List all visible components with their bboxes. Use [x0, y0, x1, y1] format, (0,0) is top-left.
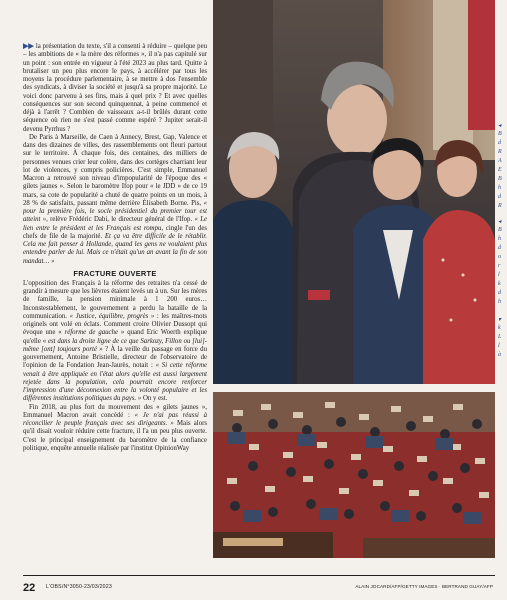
photo-borne-assembly — [213, 0, 495, 384]
edge-glyph: d — [498, 194, 501, 200]
edge-glyph: B — [498, 227, 502, 233]
edge-glyph: R — [498, 149, 502, 155]
edge-glyph: d — [498, 140, 501, 146]
paragraph-2 — [23, 134, 207, 266]
paragraph-3 — [23, 280, 207, 404]
edge-glyph: ◂ — [498, 219, 502, 225]
quote-majority-2: Et ça va être difficile de le rétablir. Cela me fait penser à Hollande, quand les gens ne voulaient plus entendre parler de lui. Mais ce n'était qu'un an avant la fin de son mandat… » — [23, 232, 207, 265]
continuation-marker: ▶▶ — [23, 43, 34, 50]
photo-assembly-illustration — [213, 392, 495, 558]
section-heading: FRACTURE OUVERTE — [73, 268, 157, 278]
paragraph-1-text: la présentation du texte, s'il a consenti à réduire – quelque peu – les ambitions de « la mère des réformes », il n'a pas capitulé sur un point : son entrée en vigueur à l'été 2023 au plus tard. Quitte à brutaliser un peu plus encore le pays, à accélérer par tous les moyens la procédure parlementaire, à se mettre à dos l'ensemble des syndicats, à diviser la société et jusqu'à sa propre majorité. Le voici donc parvenu à ses fins, mais à quel prix ? Et avec quelles conséquences sur son second quinquennat, à peine commencé et déjà à l'arrêt ? Combien de vaisseaux a-t-il brûlés durant cette séquence où rien ne s'est passé comme espéré ? Jupiter serait-il devenu Pyrrhus ? — [23, 43, 207, 133]
paragraph-3-text-b: : les maîtres-mots originels ont volé en éclats. Comment croire Olivier Dussopt qui évoque une « — [23, 312, 207, 337]
paragraph-4-text-b: Mais alors qu'il disait vouloir réduire cette fracture, il l'a un peu plus ouverte. C'est le principal enseignement du baromètre de la confiance politique, enquête annuelle réalisée par l'institut OpinionWay — [23, 420, 207, 452]
edge-glyph: h — [498, 236, 501, 242]
edge-glyph: r — [498, 263, 501, 269]
quote-motto: « Justice, équilibre, progrès » — [69, 312, 155, 320]
edge-glyph: k — [498, 325, 501, 331]
edge-glyph: B — [498, 131, 502, 137]
paragraph-1 — [23, 43, 207, 134]
publication-info: L'OBS/N°3050-23/03/2023 — [46, 584, 112, 590]
edge-glyph: à — [498, 352, 501, 358]
quote-bristielle: « Si cette réforme venait à être appliquée en l'état alors qu'elle est aussi largement rejetée dans la population, cela pourrait encore renforcer l'impression d'une déconnexion entre la volonté populaire et les différentes institutions politiques du pays. » — [23, 362, 207, 403]
edge-glyph: h — [498, 185, 501, 191]
photo-credit: ALAIN JOCARD/AFP/GETTY IMAGES · BERTRAND GUAY/AFP — [355, 584, 493, 589]
edge-glyph: l — [498, 272, 500, 278]
paragraph-3-text-a: L'opposition des Français à la réforme des retraites n'a cessé de grandir à mesure que les lièvres étaient levés un à un. Sur les mères de famille, la pension minimale à 1 200 euros… Inconstestablement, le gouvernement a perdu la bataille de la communication. — [23, 279, 207, 320]
edge-glyph: R — [498, 203, 502, 209]
edge-glyph: ◂ — [498, 123, 502, 129]
edge-glyph: A — [498, 158, 502, 164]
edge-glyph: E — [498, 167, 502, 173]
paragraph-4 — [23, 404, 207, 454]
edge-glyph: h — [498, 299, 501, 305]
photo-national-assembly — [213, 392, 495, 558]
page-number: 22 — [23, 582, 36, 594]
adjacent-column-edge — [497, 0, 507, 565]
paragraph-2-text-b: , relève Frédéric Dabi, le directeur général de l'Ifop. — [46, 216, 195, 224]
paragraph-3-text-d: » ? À la veille du passage en force du gouvernement, Antoine Bristielle, directeur de l'observatoire de l'opinion de la Fondation Jean-Jaurès, notait : — [23, 345, 207, 370]
edge-glyph: k — [498, 281, 501, 287]
edge-glyph: ▾ — [498, 317, 502, 323]
edge-glyph: L — [498, 334, 502, 340]
paragraph-2-text-c: , cingle l'un des chefs de file de la majorité. — [23, 224, 207, 240]
quote-dussopt: réforme de gauche — [64, 329, 118, 337]
edge-glyph: B — [498, 176, 502, 182]
quote-dabi: « pour la première fois, le socle présidentiel du premier tour est atteint » — [23, 199, 207, 224]
quote-macron: « Je n'ai pas réussi à réconcilier le peuple français avec ses dirigeants. » — [23, 411, 207, 427]
paragraph-3-text-e: On y est. — [141, 395, 168, 403]
photo-borne-illustration — [213, 0, 495, 384]
quote-woerth: est dans la droite ligne de ce que Sarkozy, Fillon ou [lui]-même [ont] toujours porté — [23, 337, 207, 353]
quote-majority-1: « Le lien entre le président et les Français est rompu — [23, 216, 207, 232]
page-footer — [0, 575, 507, 600]
edge-glyph: l — [498, 343, 500, 349]
paragraph-3-text-c: » quand Eric Woerth explique qu'elle « — [23, 329, 207, 345]
article-column — [23, 43, 207, 563]
paragraph-2-text-a: De Paris à Marseille, de Caen à Annecy, Brest, Gap, Valence et dans des dizaines de villes, des rassemblements ont fleuri partout sur le territoire. À chaque fois, des centaines, des milliers de personnes venues crier leur colère, dans des cortèges charriant leur lot de violences, y compris policières. C'est simple, Emmanuel Macron a retrouvé son niveau d'impopularité de l'époque des « gilets jaunes ». Selon le baromètre Ifop pour « le JDD » de ce 19 mars, sa cote de popularité a chuté de quatre points en un mois, à 28 % de satisfaits, passant même derrière Élisabeth Borne. Pis, — [23, 133, 207, 207]
edge-glyph: d — [498, 290, 501, 296]
footer-rule — [23, 575, 495, 576]
edge-glyph: d — [498, 245, 501, 251]
edge-glyph: o — [498, 254, 501, 260]
paragraph-4-text-a: Fin 2018, au plus fort du mouvement des « gilets jaunes », Emmanuel Macron avait concédé : — [23, 403, 207, 419]
